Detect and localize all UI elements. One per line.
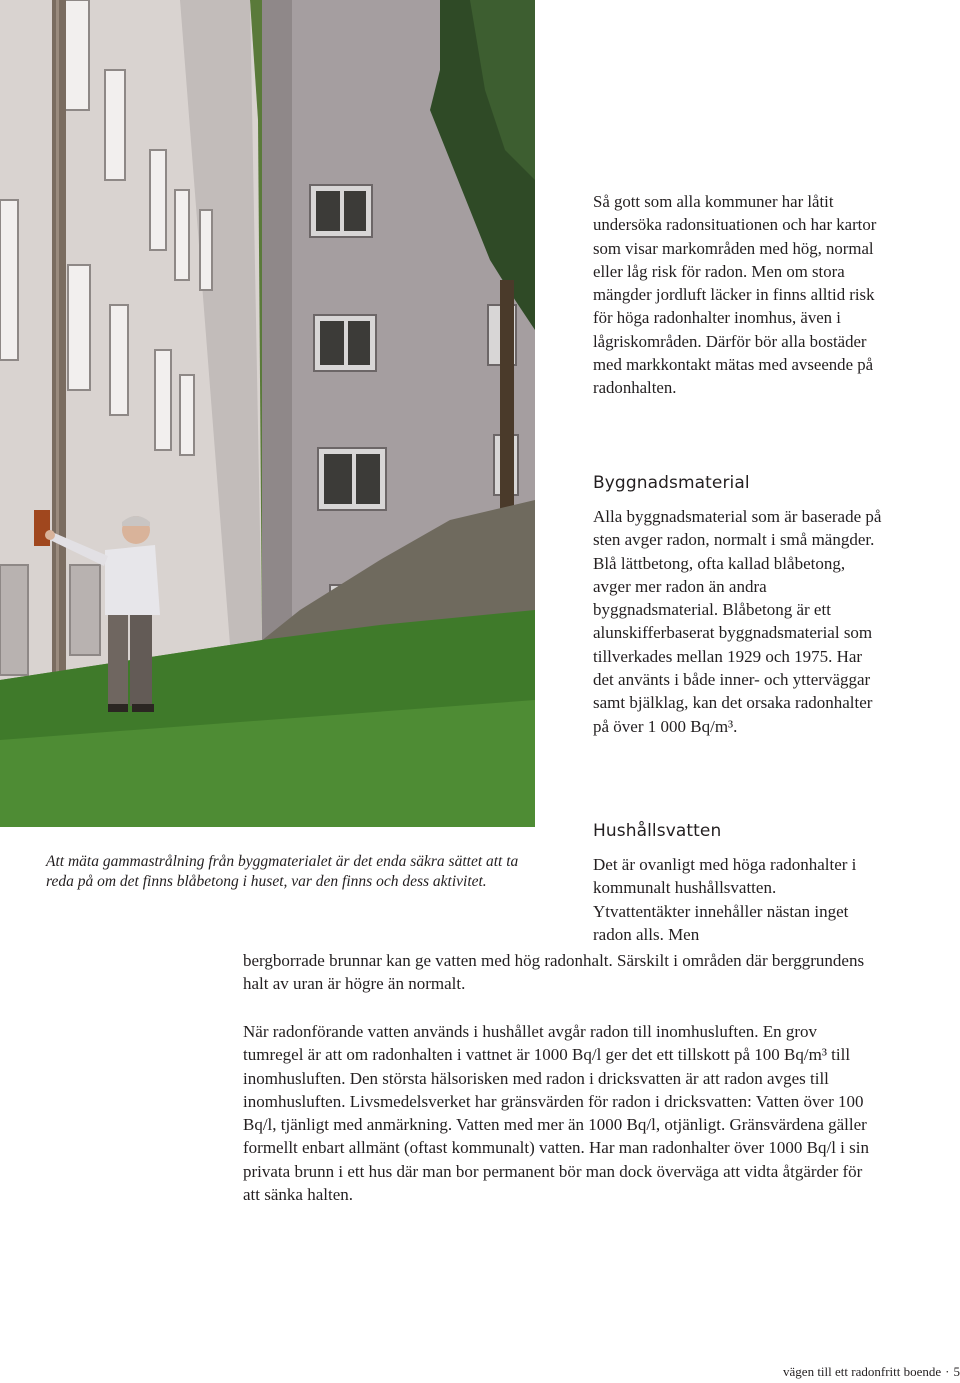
heading-byggnadsmaterial: Byggnadsmaterial [593,473,750,493]
heading-hushallsvatten: Hushållsvatten [593,821,722,841]
paragraph-hushallsvatten-part2: bergborrade brunnar kan ge vatten med hög radonhalt. Särskilt i områden där berggrundens halt av uran är högre än normalt. [243,951,865,994]
photo-illustration [0,0,535,827]
intro-paragraph: Så gott som alla kommuner har låtit undersöka radonsituationen och har kartor som visar markområden med hög, normal eller låg risk för radon. Men om stora mängder jordluft läcker in finns alltid risk för höga radonhalter inomhus, även i lågriskområden. Därför bör alla bostäder med markkontakt mätas med avseende på radonhalten. [593,192,877,398]
photo-building-measurement [0,0,535,827]
page-number: 5 [953,1364,960,1379]
footer-separator: · [945,1364,950,1379]
paragraph-byggnadsmaterial: Alla byggnadsmaterial som är baserade på sten avger radon, normalt i små mängder. Blå lättbetong, ofta kallad blåbetong, avger mer radon än andra byggnadsmaterial. Blåbetong är ett alunskifferbaserat byggnadsmaterial som tillverkades mellan 1929 och 1975. Har det använts i både inner- och ytterväggar samt bjälklag, kan det orsaka radonhalter på över 1 000 Bq/m³. [593,507,882,736]
photo-caption: Att mäta gammastrålning från byggmaterialet är det enda säkra sättet att ta reda på om det finns blåbetong i huset, var den finns och dess aktivitet. [46,853,519,890]
page-footer [783,1364,960,1380]
paragraph-hushallsvatten-part1: Det är ovanligt med höga radonhalter i kommunalt hushållsvatten. Ytvattentäkter innehåller nästan inget radon alls. Men [593,855,857,944]
footer-title: vägen till ett radonfritt boende [783,1364,942,1379]
paragraph-hushallsvatten-part3: När radonförande vatten används i hushållet avgår radon till inomhusluften. En grov tumregel är att om radonhalten i vattnet är 1000 Bq/l ger det ett tillskott på 100 Bq/m³ till inomhusluften. Den största hälsorisken med radon i dricksvatten är att radon avges till inomhusluften. Livsmedelsverket har gränsvärden för radon i dricksvatten: Vatten över 100 Bq/l, tjänligt med anmärkning. Vatten med mer än 1000 Bq/l, otjänligt. Gränsvärdena gäller formellt enbart allmänt (oftast kommunalt) vatten. Har man radonhalter över 1000 Bq/l i sin privata brunn i ett hus där man bor permanent bör man dock överväga att vidta åtgärder för att sänka halten. [243,1022,869,1205]
